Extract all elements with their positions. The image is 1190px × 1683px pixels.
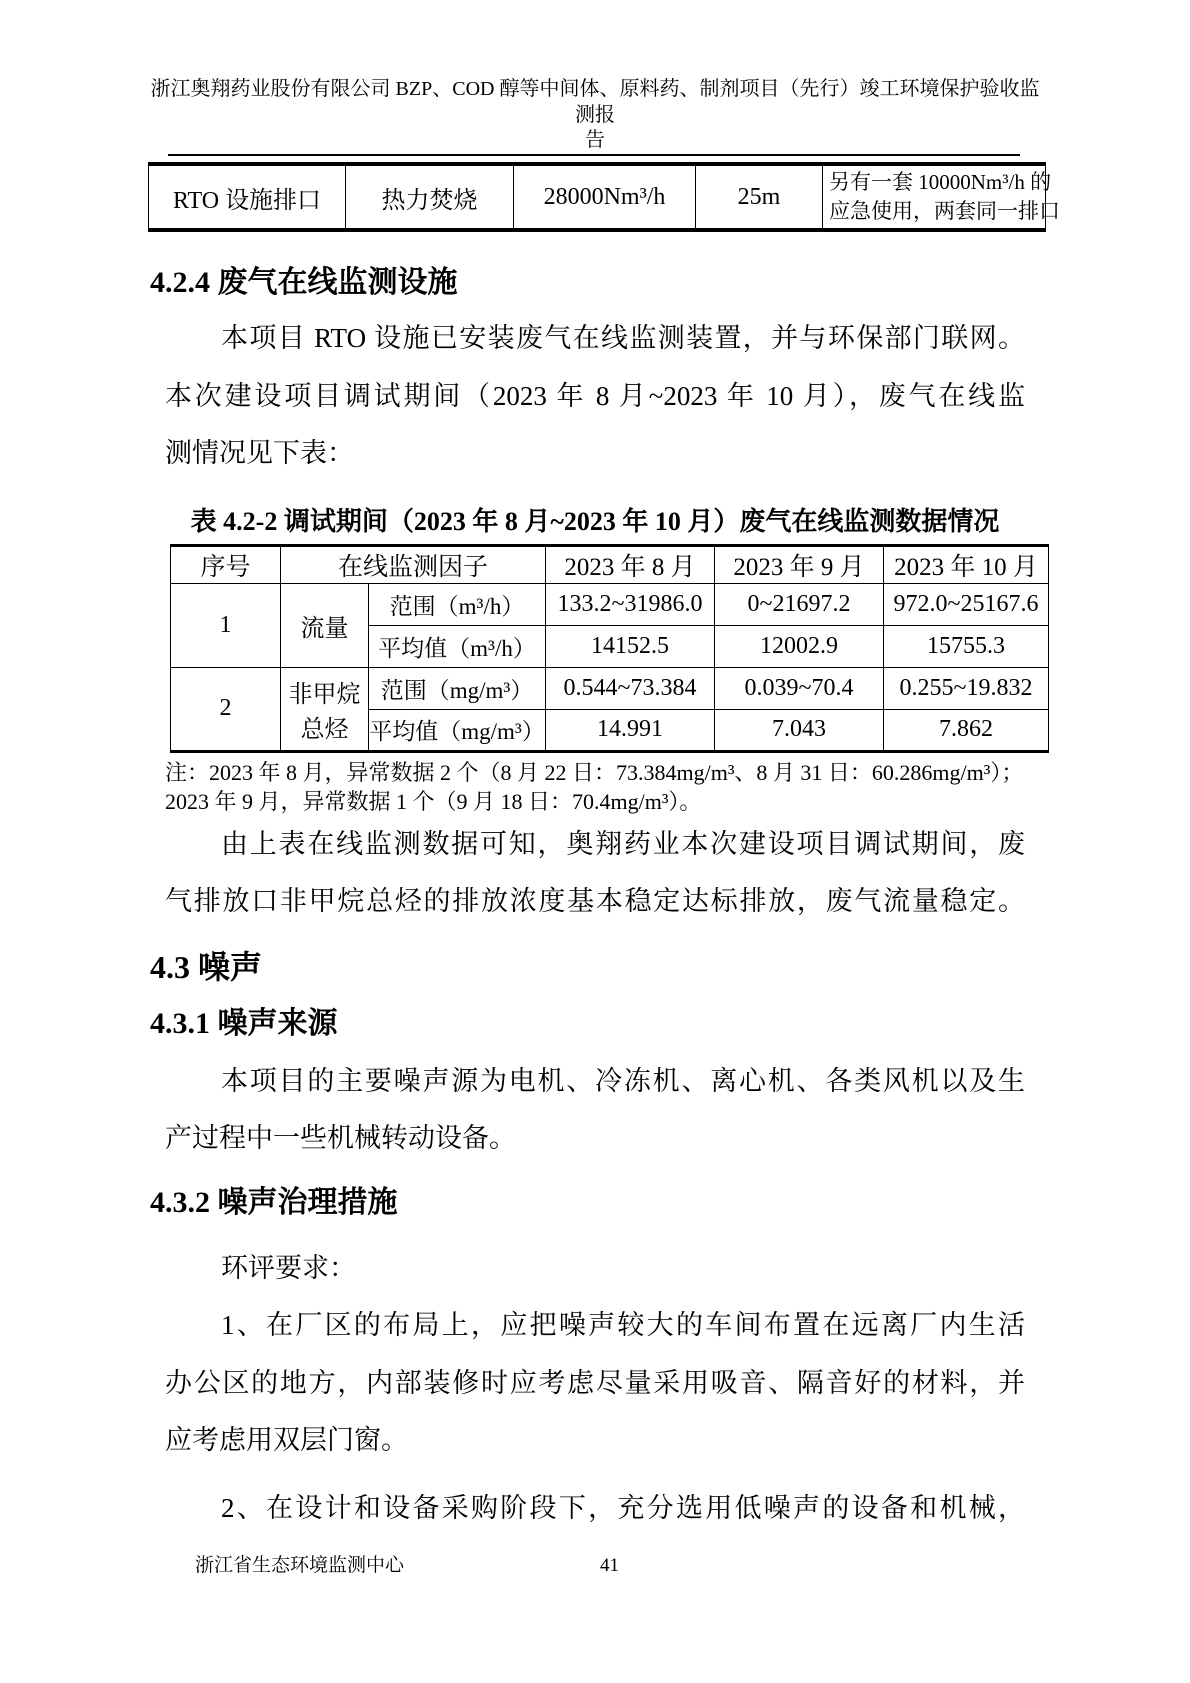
running-header xyxy=(150,0,1040,156)
table-row xyxy=(171,583,1049,625)
height-cell: 25m xyxy=(696,164,823,230)
row2-range-aug: 0.544~73.384 xyxy=(546,667,715,709)
header-month-oct: 2023 年 10 月 xyxy=(884,545,1049,583)
header-factor: 在线监测因子 xyxy=(281,545,546,583)
table-header-row xyxy=(171,545,1049,583)
continued-stack-table xyxy=(148,162,1060,232)
paragraph-measure-1 xyxy=(165,1297,1025,1470)
paragraph-line: 办公区的地方，内部装修时应考虑尽量采用吸音、隔音好的材料，并 xyxy=(165,1367,1025,1398)
paragraph-line: 2、在设计和设备采购阶段下，充分选用低噪声的设备和机械， xyxy=(221,1492,1025,1523)
paragraph-line: 由上表在线监测数据可知，奥翔药业本次建设项目调试期间，废 xyxy=(221,828,1025,859)
stack-outlet-cell: RTO 设施排口 xyxy=(149,164,346,230)
running-header-line2: 告 xyxy=(585,129,605,151)
paragraph-line: 1、在厂区的布局上，应把噪声较大的车间布置在远离厂内生活 xyxy=(221,1310,1025,1340)
header-no: 序号 xyxy=(171,545,281,583)
remark-cell xyxy=(823,164,1060,230)
row1-range-sep: 0~21697.2 xyxy=(715,583,884,625)
note-line1: 注：2023 年 8 月，异常数据 2 个（8 月 22 日：73.384mg/m³、8 月 31 日：60.286mg/m³）； xyxy=(165,759,1024,785)
section-heading-4-3: 4.3 噪声 xyxy=(150,948,263,985)
row1-avg-aug: 14152.5 xyxy=(546,625,715,667)
paragraph-line: 测情况见下表： xyxy=(165,438,354,468)
row2-range-sep: 0.039~70.4 xyxy=(715,667,884,709)
online-monitoring-table xyxy=(170,544,1049,753)
row2-avg-aug: 14.991 xyxy=(546,709,715,751)
row2-factor: 非甲烷总烃 xyxy=(281,667,369,751)
footer-organization: 浙江省生态环境监测中心 xyxy=(195,1555,405,1576)
paragraph-line: 气排放口非甲烷总烃的排放浓度基本稳定达标排放，废气流量稳定。 xyxy=(165,886,1025,916)
row1-no: 1 xyxy=(171,583,281,667)
row1-avg-label: 平均值（m³/h） xyxy=(369,625,546,667)
paragraph-line: 环评要求： xyxy=(221,1252,356,1283)
row1-range-label: 范围（m³/h） xyxy=(369,583,546,625)
note-line2: 2023 年 9 月，异常数据 1 个（9 月 18 日：70.4mg/m³）。 xyxy=(165,788,702,814)
paragraph-online-monitoring xyxy=(165,310,1025,483)
table-row xyxy=(171,667,1049,709)
section-heading-4-2-4: 4.2.4 废气在线监测设施 xyxy=(150,266,458,299)
header-month-sep: 2023 年 9 月 xyxy=(715,545,884,583)
row1-avg-oct: 15755.3 xyxy=(884,625,1049,667)
row1-range-oct: 972.0~25167.6 xyxy=(884,583,1049,625)
row1-range-aug: 133.2~31986.0 xyxy=(546,583,715,625)
row1-avg-sep: 12002.9 xyxy=(715,625,884,667)
row2-avg-oct: 7.862 xyxy=(884,709,1049,751)
section-heading-4-3-2: 4.3.2 噪声治理措施 xyxy=(150,1185,398,1219)
paragraph-conclusion xyxy=(165,816,1025,931)
treatment-cell: 热力焚烧 xyxy=(346,164,514,230)
row1-factor: 流量 xyxy=(281,583,369,667)
paragraph-line: 本项目的主要噪声源为电机、冷冻机、离心机、各类风机以及生 xyxy=(221,1065,1025,1096)
paragraph-noise-source xyxy=(165,1053,1025,1168)
row2-avg-label: 平均值（mg/m³） xyxy=(369,709,546,751)
table-note xyxy=(165,758,1040,816)
paragraph-measure-2 xyxy=(165,1480,1025,1538)
paragraph-line: 产过程中一些机械转动设备。 xyxy=(165,1123,516,1153)
flow-cell: 28000Nm³/h xyxy=(514,164,696,230)
section-heading-4-3-1: 4.3.1 噪声来源 xyxy=(150,1006,338,1040)
row2-no: 2 xyxy=(171,667,281,751)
row2-avg-sep: 7.043 xyxy=(715,709,884,751)
remark-line2: 应急使用，两套同一排口 xyxy=(829,199,1060,223)
running-header-line1: 浙江奥翔药业股份有限公司 BZP、COD 醇等中间体、原料药、制剂项目（先行）竣工环境保护验收监测报 xyxy=(150,78,1040,126)
table-row xyxy=(149,164,1046,230)
paragraph-line: 本项目 RTO 设施已安装废气在线监测装置，并与环保部门联网。 xyxy=(221,323,1025,353)
footer-page-number: 41 xyxy=(600,1555,619,1576)
row2-range-oct: 0.255~19.832 xyxy=(884,667,1049,709)
remark-line1: 另有一套 10000Nm³/h 的 xyxy=(829,170,1052,194)
header-month-aug: 2023 年 8 月 xyxy=(546,545,715,583)
paragraph-line: 应考虑用双层门窗。 xyxy=(165,1425,408,1455)
paragraph-line: 本次建设项目调试期间（2023 年 8 月~2023 年 10 月），废气在线监 xyxy=(165,380,1025,411)
header-rule xyxy=(168,154,1020,156)
row2-range-label: 范围（mg/m³） xyxy=(369,667,546,709)
table-caption: 表 4.2-2 调试期间（2023 年 8 月~2023 年 10 月）废气在线监测数据情况 xyxy=(190,506,1000,536)
paragraph-eia-requirement xyxy=(165,1240,1025,1298)
